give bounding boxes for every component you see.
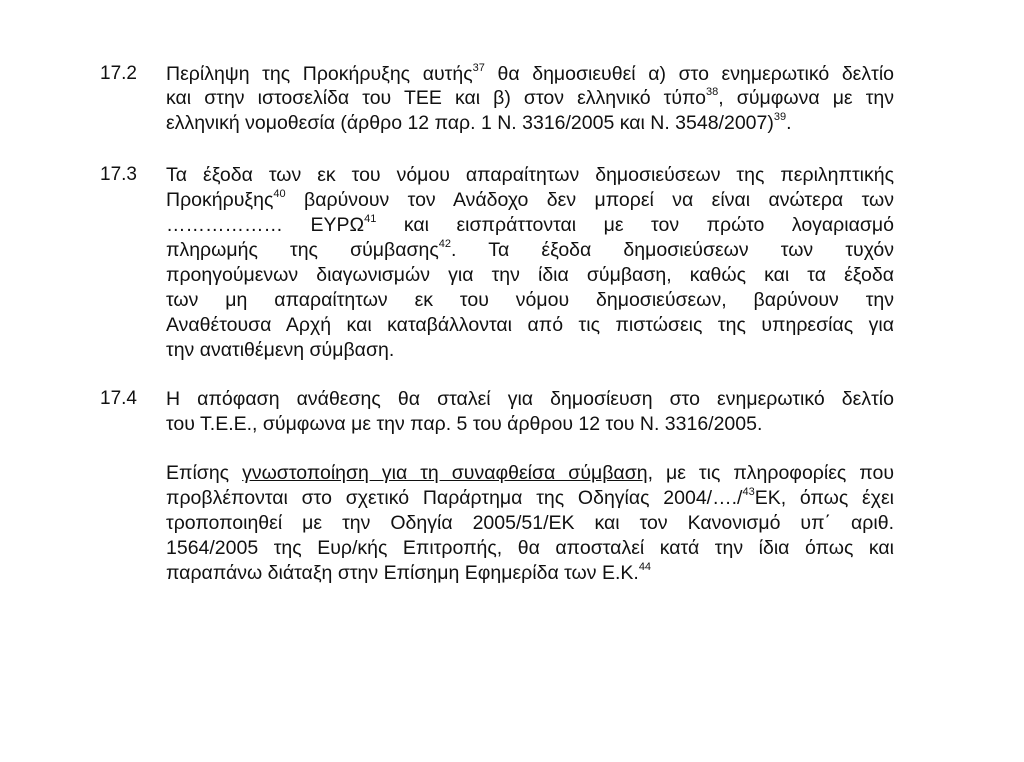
para-line-5: παραπάνω διάταξη στην Επίσημη Εφημερίδα των Ε.Κ.$^{44}$ [166, 561, 652, 584]
footnote-ref-41[interactable]: 41 [364, 213, 377, 225]
underlined-phrase: γνωστοποίηση για τη συναφθείσα σύμβαση [242, 462, 648, 484]
s17-3-line-3: ……………… ΕΥΡΩ$^{41}$ και εισπράττονται με τον πρώτο λογαριασμό [166, 213, 894, 236]
footnote-ref-37[interactable]: 37 [472, 62, 485, 74]
s17-4-line-2: του Τ.Ε.Ε., σύμφωνα με την παρ. 5 του άρθρου 12 του Ν. 3316/2005. [166, 413, 763, 435]
para-line-4: 1564/2005 της Ευρ/κής Επιτροπής, θα αποσταλεί κατά την ίδια όπως και [166, 537, 894, 559]
s17-3-line-4: πληρωμής της σύμβασης$^{42}$. Τα έξοδα δημοσιεύσεων των τυχόν [166, 238, 895, 261]
section-number-17-2: 17.2 [100, 63, 137, 84]
s17-3-line-1: Τα έξοδα των εκ του νόμου απαραίτητων δημοσιεύσεων της περιληπτικής [166, 164, 894, 186]
s17-2-line-3: ελληνική νομοθεσία (άρθρο 12 παρ. 1 Ν. 3316/2005 και Ν. 3548/2007)$^{39}$. [166, 111, 792, 134]
s17-3-line-5: προηγούμενων διαγωνισμών για την ίδια σύμβαση, καθώς και τα έξοδα [166, 264, 894, 286]
para-line-2: προβλέπονται στο σχετικό Παράρτημα της Οδηγίας 2004/…./$^{43}$ΕΚ, όπως έχει [166, 486, 894, 509]
s17-2-line-2: και στην ιστοσελίδα του ΤΕΕ και β) στον ελληνικό τύπο$^{38}$, σύμφωνα με την [166, 86, 894, 109]
footnote-ref-43[interactable]: 43 [742, 486, 755, 498]
footnote-ref-44[interactable]: 44 [638, 561, 652, 573]
s17-3-line-6: των μη απαραίτητων εκ του νόμου δημοσιεύσεων, βαρύνουν την [166, 289, 894, 311]
footnote-ref-42[interactable]: 42 [438, 238, 452, 250]
s17-3-line-8: την ανατιθέμενη σύμβαση. [166, 339, 395, 361]
s17-4-line-1: Η απόφαση ανάθεσης θα σταλεί για δημοσίευση στο ενημερωτικό δελτίο [166, 388, 894, 410]
section-number-17-4: 17.4 [100, 388, 137, 409]
footnote-ref-38[interactable]: 38 [706, 86, 719, 98]
para-line-3: τροποποιηθεί με την Οδηγία 2005/51/ΕΚ και τον Κανονισμό υπ΄ αριθ. [166, 512, 894, 534]
footnote-ref-39[interactable]: 39 [773, 111, 787, 123]
s17-2-line-1: Περίληψη της Προκήρυξης αυτής$^{37}$ θα δημοσιευθεί α) στο ενημερωτικό δελτίο [166, 62, 894, 85]
footnote-ref-40[interactable]: 40 [273, 188, 286, 200]
s17-3-line-7: Αναθέτουσα Αρχή και καταβάλλονται από τις πιστώσεις της υπηρεσίας για [166, 314, 894, 336]
para-line-1: Επίσης γνωστοποίηση για τη συναφθείσα σύμβαση, με τις πληροφορίες που [166, 462, 894, 484]
section-number-17-3: 17.3 [100, 164, 137, 185]
s17-3-line-2: Προκήρυξης$^{40}$ βαρύνουν τον Ανάδοχο δεν μπορεί να είναι ανώτερα των [166, 188, 894, 211]
